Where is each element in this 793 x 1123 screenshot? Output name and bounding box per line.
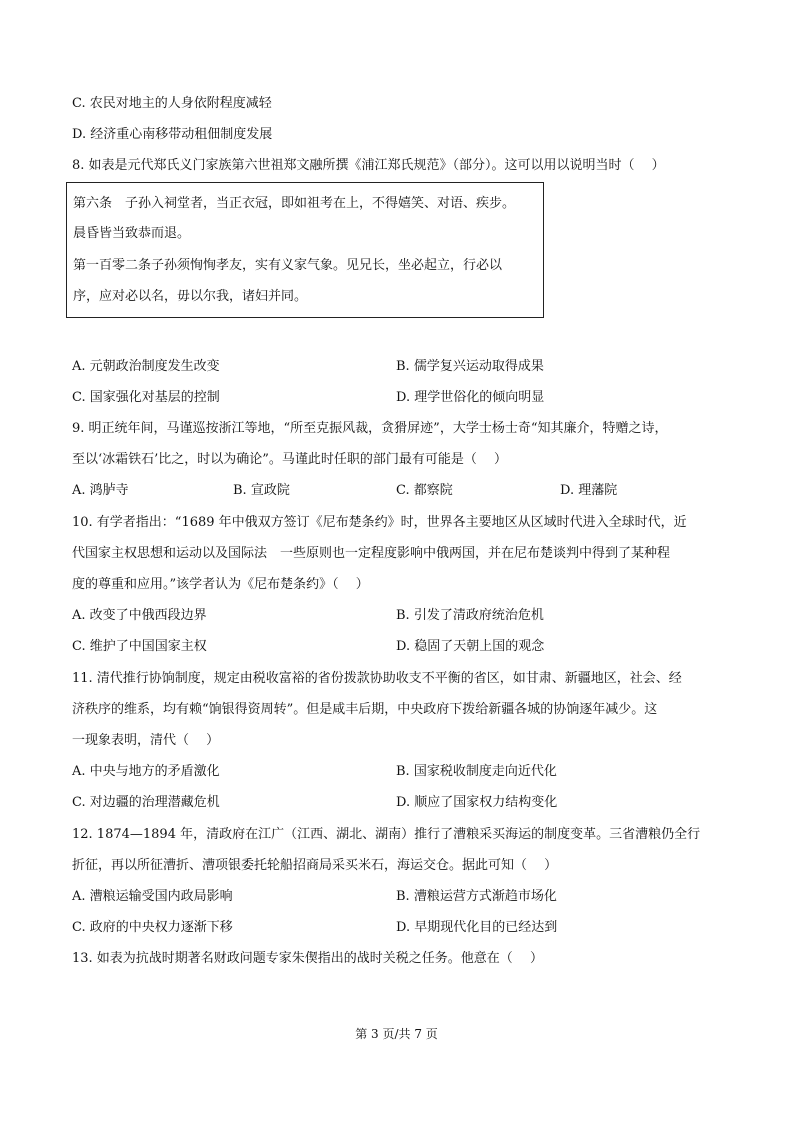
q10-stem-line-1: 10. 有学者指出：“1689 年中俄双方签订《尼布楚条约》时，世界各主要地区从区域时代进入全球时代，近 [72, 515, 687, 530]
q8-option-d: D. 理学世俗化的倾向明显 [396, 390, 545, 405]
q8-option-a: A. 元朝政治制度发生改变 [72, 359, 220, 374]
q8-source-table [66, 182, 544, 318]
q9-stem-line-1: 9. 明正统年间，马谨巡按浙江等地，“所至克振风裁，贪猾屏迹”，大学士杨士奇“知其廉介，特赠之诗， [72, 421, 668, 436]
q8-option-b: B. 儒学复兴运动取得成果 [396, 359, 544, 374]
q10-stem-line-2: 代国家主权思想和运动以及国际法 一些原则也一定程度影响中俄两国，并在尼布楚谈判中得到了某种程 [72, 546, 671, 561]
q10-option-d: D. 稳固了天朝上国的观念 [396, 639, 545, 654]
q9-option-a: A. 鸿胪寺 [72, 483, 129, 498]
q10-option-b: B. 引发了清政府统治危机 [396, 608, 544, 623]
q8-table-line-2: 晨昏皆当致恭而退。 [73, 226, 191, 241]
q8-table-line-4: 序，应对必以名，毋以尔我，诸妇并同。 [73, 289, 308, 304]
q10-option-a: A. 改变了中俄西段边界 [72, 608, 207, 623]
page-number: 第 3 页/共 7 页 [355, 1027, 438, 1041]
q8-table-line-3: 第一百零二条子孙须恂恂孝友，实有义家气象。见兄长，坐必起立，行必以 [73, 258, 503, 273]
q8-option-c: C. 国家强化对基层的控制 [72, 390, 220, 405]
q12-option-b: B. 漕粮运营方式渐趋市场化 [396, 889, 557, 904]
q7-option-d: D. 经济重心南移带动租佃制度发展 [72, 127, 273, 142]
q12-stem-line-2: 折征，再以所征漕折、漕项银委托轮船招商局采买米石，海运交仓。据此可知（ ） [72, 858, 558, 873]
q11-stem-line-3: 一现象表明，清代（ ） [72, 733, 220, 748]
q12-option-c: C. 政府的中央权力逐渐下移 [72, 920, 233, 935]
q8-stem: 8. 如表是元代郑氏义门家族第六世祖郑文融所撰《浦江郑氏规范》（部分）。这可以用以说明当时（ ） [72, 158, 665, 173]
q10-option-c: C. 维护了中国国家主权 [72, 639, 207, 654]
q9-option-d: D. 理藩院 [560, 483, 618, 498]
q11-option-d: D. 顺应了国家权力结构变化 [396, 795, 558, 810]
q9-option-c: C. 都察院 [396, 483, 453, 498]
q12-option-a: A. 漕粮运输受国内政局影响 [72, 889, 233, 904]
q7-option-c: C. 农民对地主的人身依附程度减轻 [72, 96, 272, 111]
q11-option-a: A. 中央与地方的矛盾激化 [72, 764, 220, 779]
q9-stem-line-2: 至以‘冰霜铁石’比之，时以为确论”。马谨此时任职的部门最有可能是（ ） [72, 452, 508, 467]
q12-stem-line-1: 12. 1874—1894 年，清政府在江广（江西、湖北、湖南）推行了漕粮采买海运的制度变革。三省漕粮仍全行 [72, 827, 701, 842]
q10-stem-line-3: 度的尊重和应用。”该学者认为《尼布楚条约》（ ） [72, 577, 369, 592]
q11-stem-line-2: 济秩序的维系，均有赖“饷银得资周转”。但是咸丰后期，中央政府下拨给新疆各城的协饷逐年减少。这 [72, 702, 658, 717]
q12-option-d: D. 早期现代化目的已经达到 [396, 920, 558, 935]
q13-stem: 13. 如表为抗战时期著名财政问题专家朱偰指出的战时关税之任务。他意在（ ） [72, 951, 543, 966]
q11-stem-line-1: 11. 清代推行协饷制度，规定由税收富裕的省份拨款协助收支不平衡的省区，如甘肃、新疆地区，社会、经 [72, 671, 682, 686]
q11-option-b: B. 国家税收制度走向近代化 [396, 764, 557, 779]
q11-option-c: C. 对边疆的治理潜藏危机 [72, 795, 220, 810]
q9-option-b: B. 宣政院 [233, 483, 290, 498]
q8-table-line-1: 第六条 子孙入祠堂者，当正衣冠，即如祖考在上，不得嬉笑、对语、疾步。 [73, 196, 516, 211]
